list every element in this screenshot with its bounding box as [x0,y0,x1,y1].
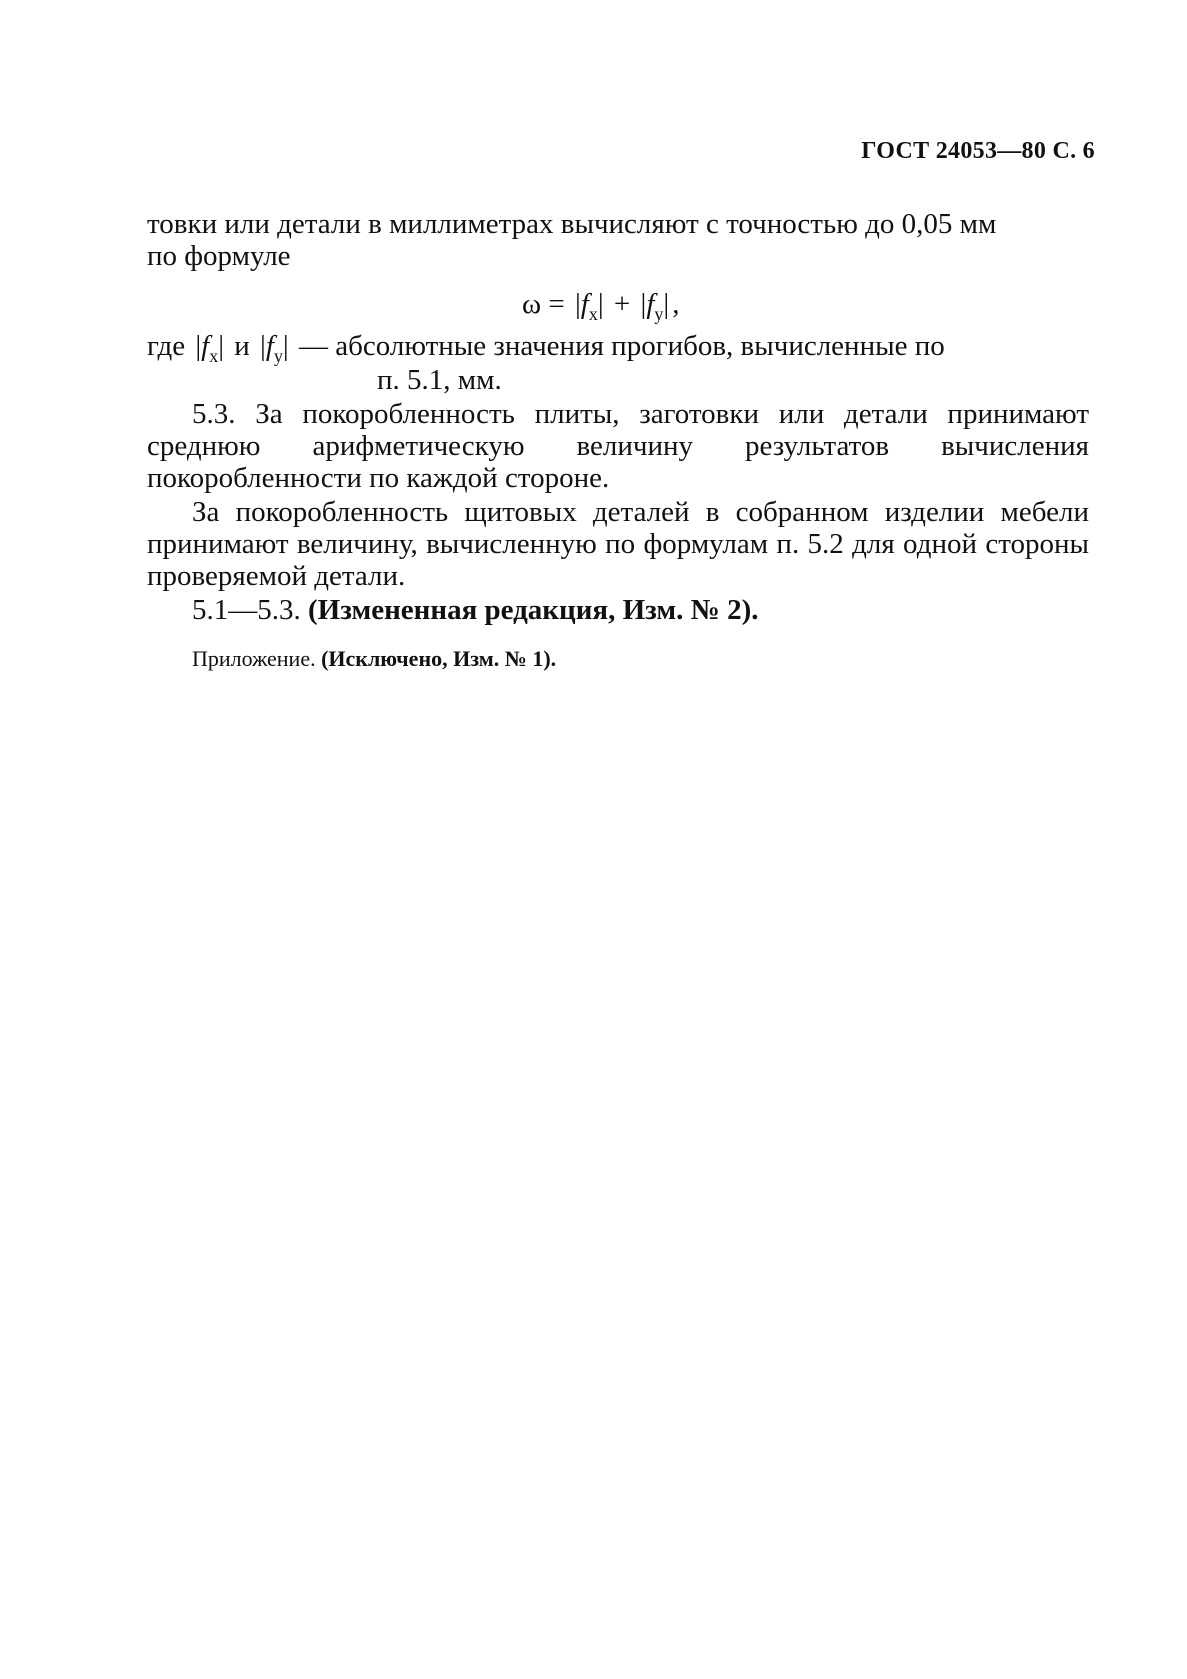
where-and: и [234,330,250,362]
appendix-label: Приложение. [192,646,316,671]
where-description: — абсолютные значения прогибов, вычисленные по [298,330,945,362]
where-abs-fx: $|f_x|$ [195,330,225,366]
abs-fx: $|f_x|$ [574,288,604,324]
paragraph-5-3-furniture: За покоробленность щитовых деталей в собранном изделии мебели принимают величину, вычисленную по формулам п. 5.2 для одной стороны проверяемой детали. [147,496,1089,592]
formula-equals: = [548,288,565,320]
amendment-note [147,594,1089,626]
intro-line-1: товки или детали в миллиметрах вычисляют с точностью до 0,05 мм [147,208,997,240]
appendix-note [192,646,556,672]
formula-omega: ω [522,288,542,320]
page-header: ГОСТ 24053—80 С. 6 [861,138,1095,164]
formula-explanation [147,330,1089,396]
intro-paragraph [147,208,1089,272]
formula-plus: + [613,288,631,320]
warpage-formula [522,288,679,325]
paragraph-5-3: 5.3. За покоробленность плиты, заготовки или детали принимают среднюю арифметическую величину результатов вычисления покоробленности по каждой стороне. [147,398,1089,494]
where-abs-fy: $|f_y|$ [260,330,289,366]
where-prefix: где [147,330,186,362]
amendment-text: (Измененная редакция, Изм. № 2). [308,594,759,626]
where-reference: п. 5.1, мм. [377,364,502,396]
section-5-3 [147,398,1089,626]
amendment-range: 5.1—5.3. [192,594,301,626]
formula-comma: , [672,288,680,320]
intro-line-2: по формуле [147,240,291,272]
abs-fy: $|f_y|$ [640,288,670,324]
appendix-status: (Исключено, Изм. № 1). [321,646,557,671]
